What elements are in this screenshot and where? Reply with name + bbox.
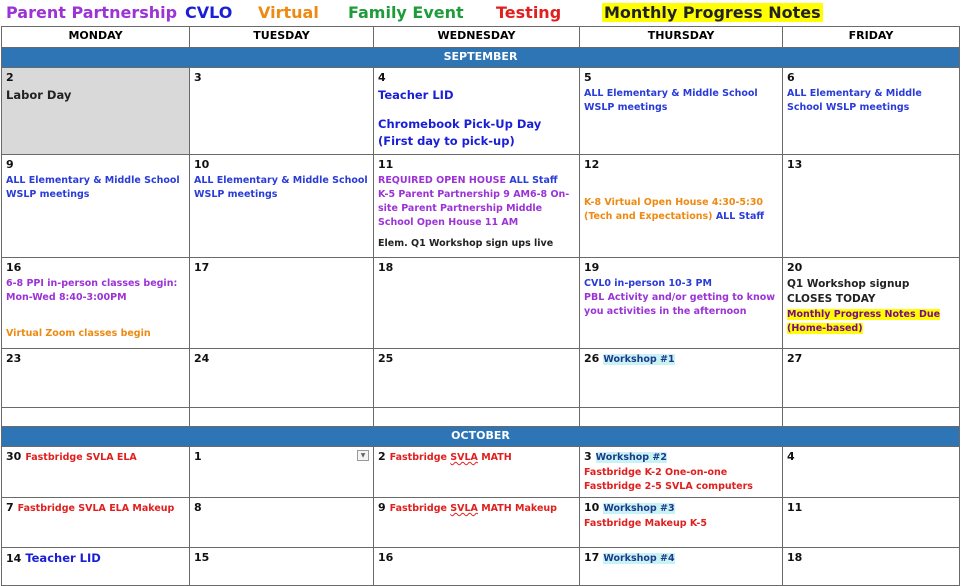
day-cell-sep-11[interactable] xyxy=(374,155,580,258)
day-number: 26 xyxy=(584,352,600,365)
week-row xyxy=(2,155,960,258)
day-number: 24 xyxy=(194,352,210,365)
day-number: 3 xyxy=(584,450,592,463)
day-cell-sep-23[interactable] xyxy=(2,349,190,408)
event-fastbridge-math: Fastbridge SVLA MATH xyxy=(389,452,512,463)
event-parent-partnership: K-5 Parent Partnership 9 AM6-8 On-site Parent Partnership Middle School Open House 11 AM xyxy=(378,188,570,229)
event-fastbridge-ela: Fastbridge SVLA ELA xyxy=(25,452,137,463)
day-number: 10 xyxy=(194,158,210,171)
week-row xyxy=(2,258,960,349)
day-cell-oct-2[interactable] xyxy=(374,447,580,498)
day-cell-sep-20[interactable] xyxy=(783,258,960,349)
event-chromebook-pickup: Chromebook Pick-Up Day xyxy=(378,116,542,131)
day-number: 2 xyxy=(6,71,14,84)
day-cell-sep-16[interactable] xyxy=(2,258,190,349)
day-number: 10 xyxy=(584,501,600,514)
day-number: 3 xyxy=(194,71,202,84)
day-cell-oct-4[interactable] xyxy=(783,447,960,498)
event-fastbridge-ela-makeup: Fastbridge SVLA ELA Makeup xyxy=(17,503,175,514)
day-number: 9 xyxy=(6,158,14,171)
day-cell-oct-8[interactable] xyxy=(190,498,374,548)
week-row xyxy=(2,498,960,548)
event-fastbridge-makeup-k5: Fastbridge Makeup K-5 xyxy=(584,517,707,529)
day-header-row xyxy=(2,27,960,48)
event-monthly-progress-due: Monthly Progress Notes Due (Home-based) xyxy=(787,309,941,335)
day-cell-sep-9[interactable] xyxy=(2,155,190,258)
day-number: 19 xyxy=(584,261,600,274)
day-number: 15 xyxy=(194,551,210,564)
event-labor-day: Labor Day xyxy=(6,87,72,102)
day-cell-sep-2[interactable] xyxy=(2,68,190,155)
legend-family-event: Family Event xyxy=(348,3,464,22)
header-tuesday: TUESDAY xyxy=(190,27,374,48)
legend-testing: Testing xyxy=(496,3,562,22)
event-closes-today: CLOSES TODAY xyxy=(787,293,876,306)
header-friday: FRIDAY xyxy=(783,27,960,48)
day-number: 25 xyxy=(378,352,394,365)
day-number: 11 xyxy=(378,158,394,171)
day-cell-sep-27[interactable] xyxy=(783,349,960,408)
event-fastbridge-math-makeup: Fastbridge SVLA MATH Makeup xyxy=(389,503,557,514)
day-number: 13 xyxy=(787,158,803,171)
month-banner-september: SEPTEMBER xyxy=(2,48,960,68)
event-chromebook-note: (First day to pick-up) xyxy=(378,134,515,148)
event-virtual-zoom: Virtual Zoom classes begin xyxy=(6,328,151,339)
day-cell-sep-25[interactable] xyxy=(374,349,580,408)
day-cell-sep-6[interactable] xyxy=(783,68,960,155)
day-cell-oct-7[interactable] xyxy=(2,498,190,548)
day-number: 12 xyxy=(584,158,600,171)
event-workshop-4: Workshop #4 xyxy=(603,553,675,564)
event-workshop-3: Workshop #3 xyxy=(603,503,675,514)
day-cell-sep-5[interactable] xyxy=(580,68,783,155)
day-cell-sep-4[interactable] xyxy=(374,68,580,155)
day-number: 16 xyxy=(378,551,394,564)
event-teacher-lid: Teacher LID xyxy=(25,551,101,565)
event-wslp-meetings: ALL Elementary & Middle School WSLP meetings xyxy=(584,87,758,113)
event-wslp-meetings: ALL Elementary & Middle School WSLP meetings xyxy=(194,174,368,200)
day-number: 23 xyxy=(6,352,22,365)
day-cell-oct-11[interactable] xyxy=(783,498,960,548)
event-q1-signups: Elem. Q1 Workshop sign ups live xyxy=(378,237,554,249)
day-number: 2 xyxy=(378,450,386,463)
event-virtual-open-house: K-8 Virtual Open House 4:30-5:30 (Tech and Expectations) xyxy=(584,196,764,222)
day-number: 8 xyxy=(194,501,202,514)
event-fastbridge-2-5: Fastbridge 2-5 SVLA computers xyxy=(584,480,753,492)
header-wednesday: WEDNESDAY xyxy=(374,27,580,48)
event-workshop-1: Workshop #1 xyxy=(603,354,675,365)
event-ppi-in-person: 6-8 PPI in-person classes begin: Mon-Wed 8:40-3:00PM xyxy=(6,277,178,303)
event-wslp-meetings: ALL Elementary & Middle School WSLP meetings xyxy=(6,174,180,200)
day-cell-sep-18[interactable] xyxy=(374,258,580,349)
event-all-staff: ALL Staff xyxy=(715,210,765,222)
day-number: 30 xyxy=(6,450,22,463)
day-number: 6 xyxy=(787,71,795,84)
event-teacher-lid: Teacher LID xyxy=(378,87,454,102)
day-cell-sep-3[interactable] xyxy=(190,68,374,155)
day-cell-sep-19[interactable] xyxy=(580,258,783,349)
day-cell-sep-13[interactable] xyxy=(783,155,960,258)
week-row xyxy=(2,68,960,155)
legend-parent-partnership: Parent Partnership xyxy=(6,3,178,22)
day-cell-oct-1[interactable] xyxy=(190,447,374,498)
month-banner-october: OCTOBER xyxy=(2,427,960,447)
day-cell-sep-10[interactable] xyxy=(190,155,374,258)
week-row xyxy=(2,447,960,498)
day-number: 18 xyxy=(787,551,803,564)
day-number: 27 xyxy=(787,352,803,365)
day-number: 20 xyxy=(787,261,803,274)
event-q1-workshop-signup: Q1 Workshop signup xyxy=(787,277,910,290)
day-number: 7 xyxy=(6,501,14,514)
day-cell-sep-12[interactable] xyxy=(580,155,783,258)
event-required-open-house: REQUIRED OPEN HOUSE xyxy=(378,174,506,186)
header-monday: MONDAY xyxy=(2,27,190,48)
event-cvlo-in-person: CVL0 in-person 10-3 PM xyxy=(584,277,712,289)
day-cell-oct-9[interactable] xyxy=(374,498,580,548)
event-fastbridge-k2: Fastbridge K-2 One-on-one xyxy=(584,466,728,478)
day-number: 4 xyxy=(787,450,795,463)
calendar-table xyxy=(1,26,960,586)
week-row xyxy=(2,349,960,408)
header-thursday: THURSDAY xyxy=(580,27,783,48)
day-cell-sep-24[interactable] xyxy=(190,349,374,408)
day-cell-sep-17[interactable] xyxy=(190,258,374,349)
legend-virtual: Virtual xyxy=(258,3,319,22)
event-all-staff: ALL Staff xyxy=(509,174,558,186)
day-number: 4 xyxy=(378,71,386,84)
day-cell-oct-10[interactable] xyxy=(580,498,783,548)
day-number: 18 xyxy=(378,261,394,274)
legend-monthly-progress: Monthly Progress Notes xyxy=(604,3,821,22)
legend xyxy=(0,0,961,26)
day-number: 1 xyxy=(194,450,202,463)
event-pbl-activity: PBL Activity and/or getting to know you activities in the afternoon xyxy=(584,291,776,317)
dropdown-arrow-icon[interactable]: ▼ xyxy=(357,450,369,461)
day-number: 5 xyxy=(584,71,592,84)
event-wslp-meetings: ALL Elementary & Middle School WSLP meetings xyxy=(787,87,922,113)
day-number: 17 xyxy=(584,551,600,564)
day-number: 17 xyxy=(194,261,210,274)
day-cell-sep-30[interactable] xyxy=(2,447,190,498)
day-number: 14 xyxy=(6,552,22,565)
day-cell-sep-26[interactable] xyxy=(580,349,783,408)
day-number: 16 xyxy=(6,261,22,274)
day-number: 11 xyxy=(787,501,803,514)
legend-cvlo: CVLO xyxy=(185,3,233,22)
day-cell-oct-3[interactable] xyxy=(580,447,783,498)
event-workshop-2: Workshop #2 xyxy=(595,452,667,463)
spacer-row xyxy=(2,408,960,427)
day-number: 9 xyxy=(378,501,386,514)
